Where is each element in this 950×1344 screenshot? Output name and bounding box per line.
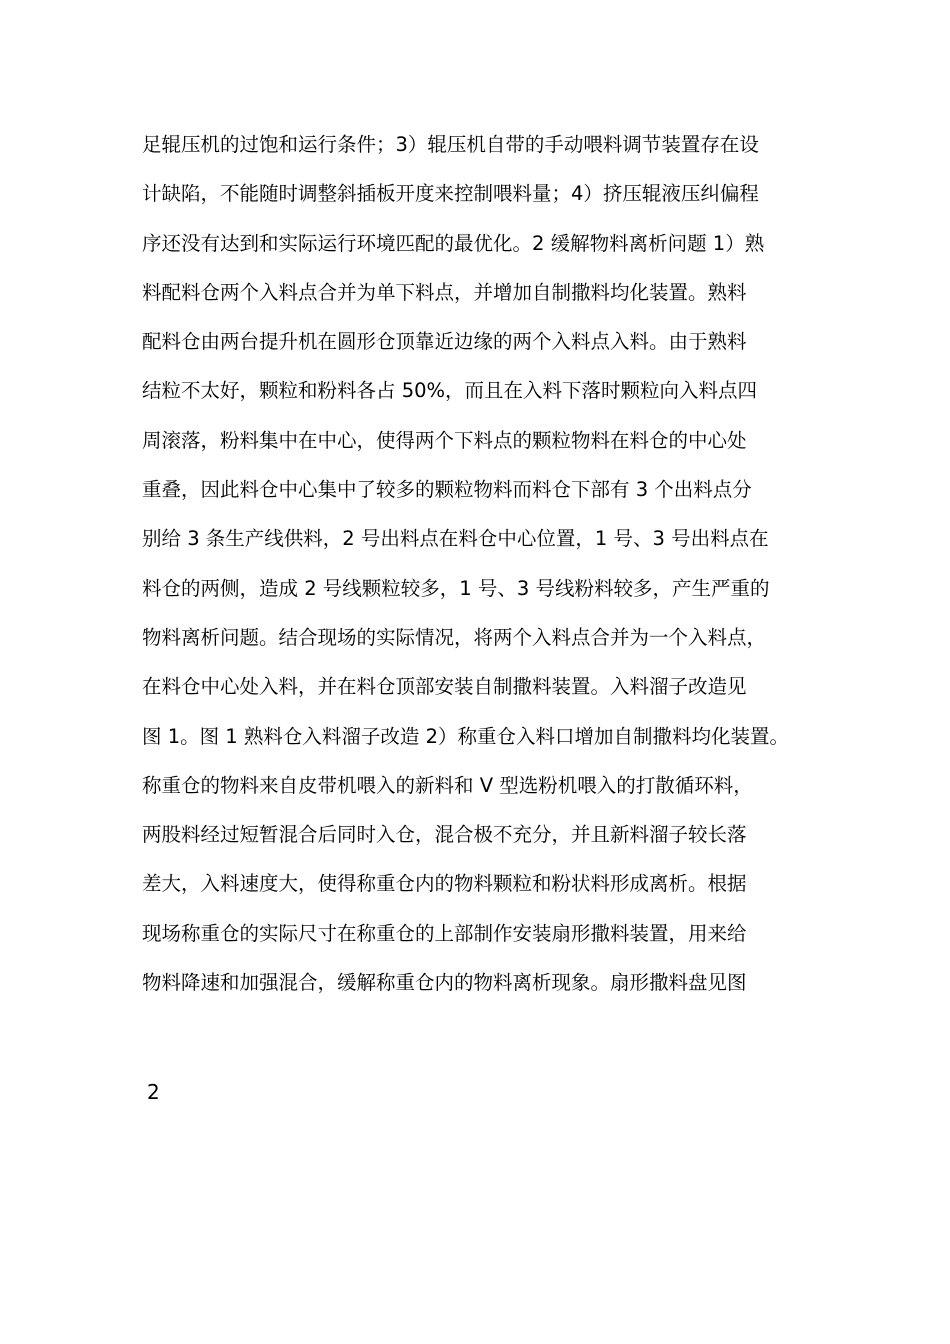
text-line: 图 1。图 1 熟料仓入料溜子改造 2）称重仓入料口增加自制撒料均化装置。 <box>142 724 790 748</box>
text-line: 重叠，因此料仓中心集中了较多的颗粒物料而料仓下部有 3 个出料点分 <box>142 478 752 502</box>
text-line: 结粒不太好，颗粒和粉料各占 50%，而且在入料下落时颗粒向入料点四 <box>142 379 758 403</box>
text-line: 物料降速和加强混合，缓解称重仓内的物料离析现象。扇形撒料盘见图 <box>142 971 747 995</box>
text-line: 现场称重仓的实际尺寸在称重仓的上部制作安装扇形撒料装置，用来给 <box>142 921 747 945</box>
text-line: 别给 3 条生产线供料，2 号出料点在料仓中心位置，1 号、3 号出料点在 <box>142 527 769 551</box>
text-line: 配料仓由两台提升机在圆形仓顶靠近边缘的两个入料点入料。由于熟料 <box>142 330 747 354</box>
text-line: 料配料仓两个入料点合并为单下料点，并增加自制撒料均化装置。熟料 <box>142 280 747 304</box>
text-line: 差大，入料速度大，使得称重仓内的物料颗粒和粉状料形成离析。根据 <box>142 872 747 896</box>
page-number: 2 <box>147 1080 160 1104</box>
text-line: 序还没有达到和实际运行环境匹配的最优化。2 缓解物料离析问题 1）熟 <box>142 231 765 255</box>
text-line: 两股料经过短暂混合后同时入仓，混合极不充分，并且新料溜子较长落 <box>142 823 747 847</box>
text-line: 周滚落，粉料集中在中心，使得两个下料点的颗粒物料在料仓的中心处 <box>142 428 747 452</box>
text-line: 料仓的两侧，造成 2 号线颗粒较多，1 号、3 号线粉料较多，产生严重的 <box>142 576 770 600</box>
text-line: 足辊压机的过饱和运行条件；3）辊压机自带的手动喂料调节装置存在设 <box>142 133 759 156</box>
text-line: 在料仓中心处入料，并在料仓顶部安装自制撒料装置。入料溜子改造见 <box>142 675 747 699</box>
text-line: 称重仓的物料来自皮带机喂入的新料和 V 型选粉机喂入的打散循环料， <box>142 773 753 797</box>
text-line: 计缺陷，不能随时调整斜插板开度来控制喂料量；4）挤压辊液压纠偏程 <box>142 182 759 206</box>
body-text <box>142 120 842 1007</box>
text-line: 物料离析问题。结合现场的实际情况，将两个入料点合并为一个入料点， <box>142 625 767 649</box>
